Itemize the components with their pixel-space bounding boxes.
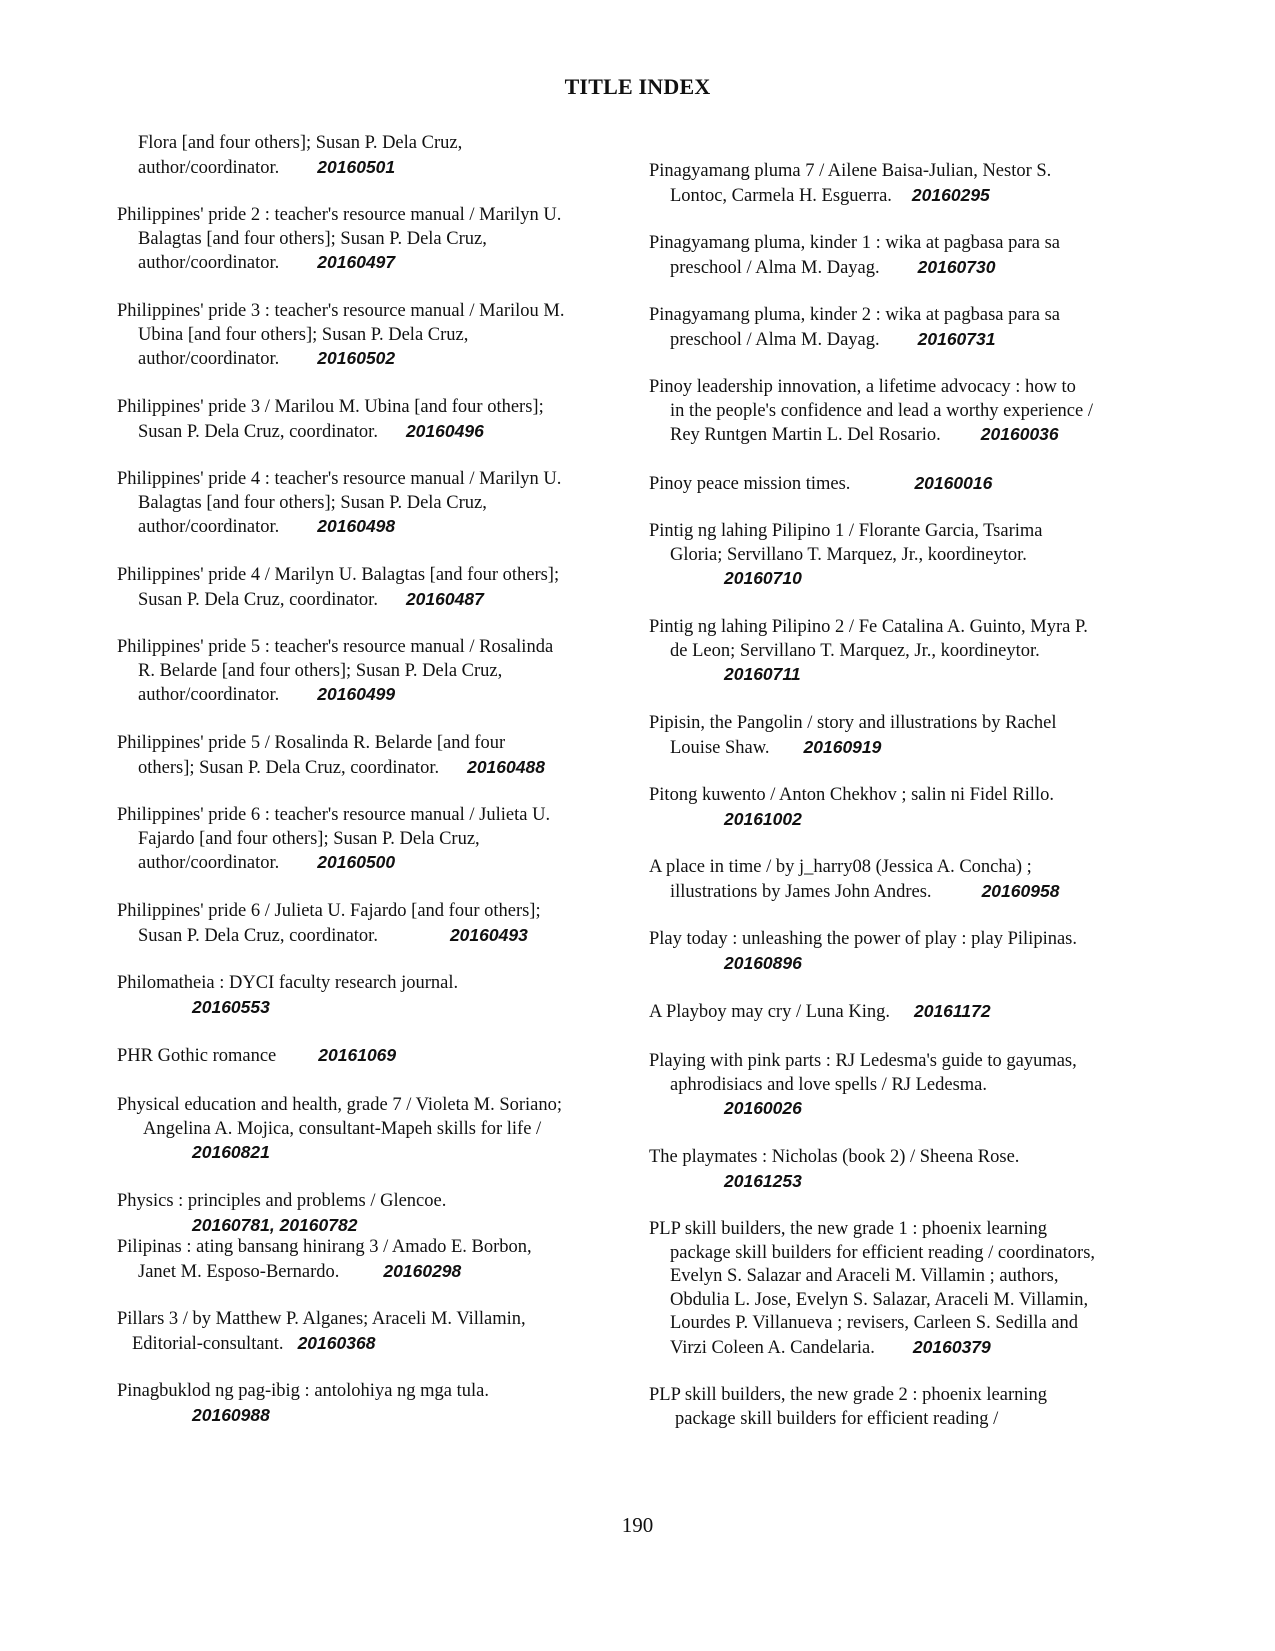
entry-line bbox=[117, 996, 627, 1021]
entry-line: Rey Runtgen Martin L. Del Rosario. 20160036 bbox=[670, 424, 1059, 445]
accession-number: 20160710 bbox=[724, 568, 802, 588]
index-entry bbox=[649, 616, 1169, 688]
entry-line: Obdulia L. Jose, Evelyn S. Salazar, Araceli M. Villamin, bbox=[670, 1289, 1089, 1310]
entry-line: author/coordinator. 20160502 bbox=[138, 348, 396, 369]
accession-number: 20160016 bbox=[914, 473, 993, 493]
entry-line: package skill builders for efficient reading / coordinators, bbox=[670, 1242, 1096, 1263]
entry-line: Pillars 3 / by Matthew P. Alganes; Araceli M. Villamin, bbox=[117, 1309, 526, 1329]
accession-number: 20160711 bbox=[724, 664, 801, 684]
page-number: 190 bbox=[621, 1513, 654, 1537]
entry-line: Ubina [and four others]; Susan P. Dela Cruz, bbox=[138, 324, 469, 345]
entry-line: in the people's confidence and lead a worthy experience / bbox=[670, 400, 1093, 421]
index-entry bbox=[117, 564, 627, 612]
index-entry bbox=[649, 1384, 1169, 1431]
entry-line: Philippines' pride 5 : teacher's resource manual / Rosalinda bbox=[117, 637, 554, 657]
accession-number: 20160496 bbox=[405, 420, 484, 441]
entry-line: Physics : principles and problems / Glencoe. bbox=[117, 1191, 447, 1211]
entry-line: Pinagyamang pluma 7 / Ailene Baisa-Julian, Nestor S. bbox=[649, 161, 1052, 181]
entry-line: Philippines' pride 4 / Marilyn U. Balagtas [and four others]; bbox=[117, 565, 560, 585]
accession-number: 20160730 bbox=[917, 256, 996, 277]
index-entry bbox=[117, 1190, 627, 1238]
index-entry bbox=[649, 1050, 1169, 1122]
entry-line: Editorial-consultant. 20160368 bbox=[132, 1332, 376, 1354]
accession-number: 20160501 bbox=[317, 156, 396, 177]
index-entry bbox=[649, 160, 1169, 208]
entry-line: Play today : unleashing the power of play : play Pilipinas. bbox=[649, 929, 1078, 949]
index-entry bbox=[117, 1308, 627, 1356]
entry-line: author/coordinator. 20160501 bbox=[138, 156, 396, 178]
accession-number: 20160958 bbox=[981, 880, 1060, 901]
index-entry bbox=[117, 1044, 627, 1069]
entry-line: others]; Susan P. Dela Cruz, coordinator. 20160488 bbox=[138, 756, 545, 778]
index-entry bbox=[649, 1000, 1169, 1025]
accession-number: 20161253 bbox=[724, 1170, 802, 1191]
entry-line bbox=[649, 808, 1169, 833]
entry-line: Pinagbuklod ng pag-ibig : antolohiya ng mga tula. bbox=[117, 1381, 490, 1401]
accession-number: 20160896 bbox=[724, 952, 802, 973]
entry-line: The playmates : Nicholas (book 2) / Sheena Rose. bbox=[649, 1147, 1020, 1167]
entry-line: Pitong kuwento / Anton Chekhov ; salin ni Fidel Rillo. bbox=[649, 785, 1054, 805]
entry-line bbox=[649, 1170, 1169, 1195]
index-entry bbox=[117, 396, 627, 444]
accession-number: 20160488 bbox=[467, 756, 545, 777]
entry-line: Lontoc, Carmela H. Esguerra. 20160295 bbox=[670, 184, 990, 206]
entry-line: Pinagyamang pluma, kinder 1 : wika at pagbasa para sa bbox=[649, 233, 1060, 253]
entry-line: author/coordinator. 20160498 bbox=[138, 516, 396, 537]
accession-number: 20161002 bbox=[724, 808, 802, 829]
accession-number: 20160298 bbox=[383, 1260, 462, 1281]
entry-line: Susan P. Dela Cruz, coordinator. 20160487 bbox=[138, 588, 484, 610]
entry-line: Playing with pink parts : RJ Ledesma's guide to gayumas, bbox=[649, 1051, 1077, 1071]
entry-line: Philippines' pride 4 : teacher's resource manual / Marilyn U. bbox=[117, 469, 562, 489]
entry-line: Louise Shaw. 20160919 bbox=[670, 736, 882, 758]
index-entry bbox=[117, 1094, 627, 1166]
index-entry bbox=[649, 376, 1169, 448]
accession-number: 20160036 bbox=[980, 424, 1059, 444]
entry-line bbox=[117, 1214, 627, 1239]
entry-line: Philippines' pride 6 / Julieta U. Fajardo [and four others]; bbox=[117, 901, 541, 921]
entry-line: PLP skill builders, the new grade 2 : phoenix learning bbox=[649, 1385, 1048, 1405]
entry-line: Pilipinas : ating bansang hinirang 3 / Amado E. Borbon, bbox=[117, 1237, 532, 1257]
index-entry bbox=[117, 804, 627, 876]
accession-number: 20160026 bbox=[724, 1098, 802, 1118]
index-entry bbox=[117, 300, 627, 372]
entry-line: Philippines' pride 5 / Rosalinda R. Belarde [and four bbox=[117, 733, 506, 753]
index-entry bbox=[649, 232, 1169, 280]
entry-line bbox=[649, 952, 1169, 977]
entry-line: Gloria; Servillano T. Marquez, Jr., koordineytor. bbox=[670, 544, 1027, 565]
entry-line: Pinagyamang pluma, kinder 2 : wika at pagbasa para sa bbox=[649, 305, 1060, 325]
entry-line: Janet M. Esposo-Bernardo. 20160298 bbox=[138, 1260, 462, 1282]
entry-line: R. Belarde [and four others]; Susan P. Dela Cruz, bbox=[138, 660, 503, 681]
entry-line: Philippines' pride 2 : teacher's resource manual / Marilyn U. bbox=[117, 205, 562, 225]
entry-line: A Playboy may cry / Luna King. 20161172 bbox=[649, 1001, 991, 1022]
index-entry bbox=[649, 1218, 1169, 1360]
accession-number: 20160919 bbox=[803, 736, 882, 757]
index-entry bbox=[117, 204, 627, 276]
entry-line: preschool / Alma M. Dayag. 20160731 bbox=[670, 328, 996, 350]
entry-line: Evelyn S. Salazar and Araceli M. Villamin ; authors, bbox=[670, 1266, 1059, 1286]
entry-line: Angelina A. Mojica, consultant-Mapeh skills for life / bbox=[143, 1118, 542, 1139]
entry-line: aphrodisiacs and love spells / RJ Ledesma. bbox=[670, 1074, 988, 1095]
entry-line: Pintig ng lahing Pilipino 2 / Fe Catalina A. Guinto, Myra P. bbox=[649, 617, 1088, 637]
index-entry bbox=[117, 132, 627, 180]
accession-number: 20160502 bbox=[317, 348, 396, 368]
index-entry bbox=[649, 472, 1169, 497]
accession-number: 20161172 bbox=[913, 1001, 991, 1021]
index-entry bbox=[649, 304, 1169, 352]
index-entry bbox=[117, 732, 627, 780]
accession-number: 20160988 bbox=[192, 1404, 270, 1425]
accession-number: 20160781, 20160782 bbox=[192, 1214, 358, 1235]
entry-line: Philippines' pride 3 : teacher's resource manual / Marilou M. bbox=[117, 301, 565, 321]
accession-number: 20160498 bbox=[317, 516, 396, 536]
entry-line: Philippines' pride 6 : teacher's resource manual / Julieta U. bbox=[117, 805, 551, 825]
page-title: TITLE INDEX bbox=[564, 74, 711, 99]
accession-number: 20160497 bbox=[317, 252, 396, 272]
index-entry bbox=[117, 1380, 627, 1428]
entry-line: Philomatheia : DYCI faculty research journal. bbox=[117, 973, 459, 993]
entry-line: Susan P. Dela Cruz, coordinator. 20160496 bbox=[138, 420, 484, 442]
entry-line: Virzi Coleen A. Candelaria. 20160379 bbox=[670, 1336, 991, 1358]
index-entry bbox=[649, 856, 1169, 904]
index-entry bbox=[649, 928, 1169, 976]
entry-line: Lourdes P. Villanueva ; revisers, Carleen S. Sedilla and bbox=[670, 1313, 1079, 1333]
accession-number: 20160368 bbox=[297, 1332, 376, 1353]
entry-line: Flora [and four others]; Susan P. Dela Cruz, bbox=[138, 133, 463, 153]
entry-line: Pipisin, the Pangolin / story and illustrations by Rachel bbox=[649, 713, 1057, 733]
entry-line: illustrations by James John Andres. 20160958 bbox=[670, 880, 1060, 902]
index-entry bbox=[117, 900, 627, 948]
index-entry bbox=[649, 784, 1169, 832]
entry-line: Balagtas [and four others]; Susan P. Dela Cruz, bbox=[138, 228, 487, 249]
entry-line: package skill builders for efficient reading / bbox=[675, 1408, 999, 1429]
entry-line: A place in time / by j_harry08 (Jessica A. Concha) ; bbox=[649, 857, 1032, 877]
entry-line: Pinoy peace mission times. 20160016 bbox=[649, 473, 993, 494]
index-entry bbox=[117, 468, 627, 540]
entry-line: de Leon; Servillano T. Marquez, Jr., koordineytor. bbox=[670, 640, 1040, 661]
entry-line: PLP skill builders, the new grade 1 : phoenix learning bbox=[649, 1219, 1048, 1239]
accession-number: 20160821 bbox=[192, 1142, 270, 1162]
entry-line: Philippines' pride 3 / Marilou M. Ubina [and four others]; bbox=[117, 397, 544, 417]
accession-number: 20160499 bbox=[317, 684, 396, 704]
index-entry bbox=[117, 1236, 627, 1284]
entry-line: author/coordinator. 20160497 bbox=[138, 252, 396, 273]
entry-line bbox=[117, 1141, 627, 1166]
entry-line: Pinoy leadership innovation, a lifetime advocacy : how to bbox=[649, 377, 1076, 397]
accession-number: 20161069 bbox=[318, 1045, 397, 1065]
index-entry bbox=[649, 1146, 1169, 1194]
entry-line bbox=[117, 1404, 627, 1429]
accession-number: 20160487 bbox=[405, 588, 484, 609]
entry-line: preschool / Alma M. Dayag. 20160730 bbox=[670, 256, 996, 278]
accession-number: 20160731 bbox=[917, 328, 996, 349]
entry-line: Fajardo [and four others]; Susan P. Dela Cruz, bbox=[138, 828, 480, 849]
entry-line bbox=[649, 567, 1169, 592]
entry-line bbox=[649, 663, 1169, 688]
entry-line: Susan P. Dela Cruz, coordinator. 20160493 bbox=[138, 924, 528, 946]
accession-number: 20160553 bbox=[192, 996, 270, 1017]
entry-line: PHR Gothic romance 20161069 bbox=[117, 1045, 397, 1066]
entry-line: Physical education and health, grade 7 / Violeta M. Soriano; bbox=[117, 1095, 563, 1115]
entry-line bbox=[649, 1097, 1169, 1122]
accession-number: 20160493 bbox=[449, 924, 528, 945]
accession-number: 20160500 bbox=[317, 852, 396, 872]
accession-number: 20160379 bbox=[912, 1336, 991, 1357]
entry-line: Pintig ng lahing Pilipino 1 / Florante Garcia, Tsarima bbox=[649, 521, 1043, 541]
index-entry bbox=[649, 712, 1169, 760]
entry-line: Balagtas [and four others]; Susan P. Dela Cruz, bbox=[138, 492, 487, 513]
entry-line: author/coordinator. 20160500 bbox=[138, 852, 396, 873]
entry-line: author/coordinator. 20160499 bbox=[138, 684, 396, 705]
index-entry bbox=[117, 972, 627, 1020]
index-entry bbox=[649, 520, 1169, 592]
index-entry bbox=[117, 636, 627, 708]
accession-number: 20160295 bbox=[911, 184, 990, 205]
